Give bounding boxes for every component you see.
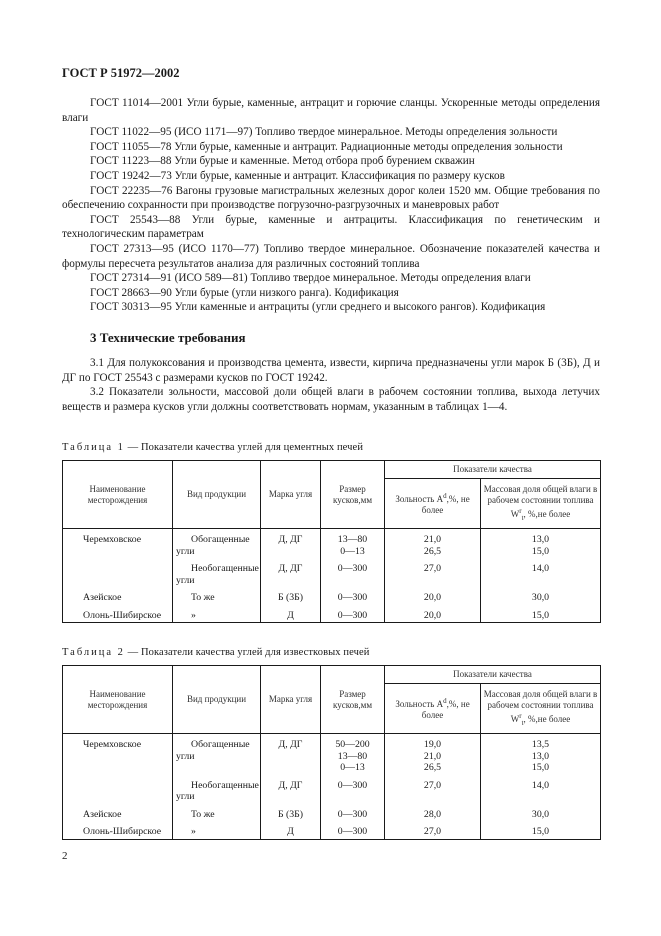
table-row: Черемховское Обогащенные угли Д, ДГ 50—200 13—80 0—13 19,0 21,0 26,5 13,5 13,0 15,0 bbox=[63, 734, 601, 780]
table-row: Необогащенные угли Д, ДГ 0—300 27,0 14,0 bbox=[63, 780, 601, 809]
paragraph-3-2: 3.2 Показатели зольности, массовой доли общей влаги в рабочем состоянии топлива, выхода летучих веществ и размера кусков угли должны соответствовать нормам, указанным в таблицах 1—4. bbox=[62, 386, 600, 413]
section-body bbox=[62, 356, 600, 414]
table-1 bbox=[62, 460, 601, 623]
header-quality: Показатели качества bbox=[385, 666, 601, 684]
reference-item: ГОСТ 30313—95 Угли каменные и антрациты (угли среднего и высокого рангов). Кодификация bbox=[90, 301, 546, 314]
reference-item: ГОСТ 22235—76 Вагоны грузовые магистральных железных дорог колеи 1520 мм. Общие требования по обеспечению сохранности при производстве погрузочно-разгрузочных и маневровых работ bbox=[62, 184, 600, 212]
header-grade: Марка угля bbox=[261, 461, 321, 529]
table-2 bbox=[62, 665, 601, 840]
table-row: Олонь-Шибирское » Д 0—300 20,0 15,0 bbox=[63, 610, 601, 623]
header-size: Размер кусков,мм bbox=[321, 461, 385, 529]
header-product: Вид продукции bbox=[173, 666, 261, 734]
reference-item: ГОСТ 28663—90 Угли бурые (угли низкого ранга). Кодификация bbox=[90, 286, 399, 299]
header-size: Размер кусков,мм bbox=[321, 666, 385, 734]
reference-item: ГОСТ 11014—2001 Угли бурые, каменные, антрацит и горючие сланцы. Ускоренные методы определения влаги bbox=[62, 97, 600, 124]
page-number: 2 bbox=[62, 850, 68, 862]
header-grade: Марка угля bbox=[261, 666, 321, 734]
header-quality: Показатели качества bbox=[385, 461, 601, 479]
page-header: ГОСТ Р 51972—2002 bbox=[62, 66, 180, 80]
reference-item: ГОСТ 11022—95 (ИСО 1171—97) Топливо твердое минеральное. Методы определения зольности bbox=[90, 126, 558, 139]
normative-references bbox=[62, 96, 600, 315]
table-row: Азейское То же Б (3Б) 0—300 20,0 30,0 bbox=[63, 592, 601, 610]
table-1-caption-label: Таблица 1 bbox=[62, 442, 125, 453]
header-deposit: Наименование месторождения bbox=[63, 461, 173, 529]
header-ash: Зольность $A^d,\%$, не более bbox=[385, 684, 481, 734]
table-row: Черемховское Обогащенные угли Д, ДГ 13—80 0—13 21,0 26,5 13,0 15,0 bbox=[63, 529, 601, 564]
header-deposit: Наименование месторождения bbox=[63, 666, 173, 734]
paragraph-3-1: 3.1 Для полукоксования и производства цемента, извести, кирпича предназначены угли марок Б (3Б), Д и ДГ по ГОСТ 25543 с размерами кусков по ГОСТ 19242. bbox=[62, 357, 600, 384]
reference-item: ГОСТ 27314—91 (ИСО 589—81) Топливо твердое минеральное. Методы определения влаги bbox=[90, 272, 531, 285]
table-2-caption-text: — Показатели качества углей для известковых печей bbox=[124, 647, 370, 658]
reference-item: ГОСТ 25543—88 Угли бурые, каменные и антрациты. Классификация по генетическим и технологическим параметрам bbox=[62, 213, 600, 241]
table-row: Олонь-Шибирское » Д 0—300 27,0 15,0 bbox=[63, 826, 601, 839]
table-2-caption bbox=[62, 647, 369, 658]
table-1-caption bbox=[62, 442, 363, 453]
table-1-caption-text: — Показатели качества углей для цементных печей bbox=[124, 442, 364, 453]
reference-item: ГОСТ 11223—88 Угли бурые и каменные. Метод отбора проб бурением скважин bbox=[90, 155, 475, 168]
reference-item: ГОСТ 11055—78 Угли бурые, каменные и антрацит. Радиационные методы определения зольности bbox=[90, 140, 563, 153]
header-moisture: Массовая доля общей влаги в рабочем состоянии топлива $W^r_t$, %,не более bbox=[481, 479, 601, 529]
header-ash: Зольность $A^d,\%$, не более bbox=[385, 479, 481, 529]
table-row: Азейское То же Б (3Б) 0—300 28,0 30,0 bbox=[63, 809, 601, 827]
header-product: Вид продукции bbox=[173, 461, 261, 529]
table-2-caption-label: Таблица 2 bbox=[62, 647, 125, 658]
section-title: 3 Технические требования bbox=[90, 330, 246, 345]
table-row: Необогащенные угли Д, ДГ 0—300 27,0 14,0 bbox=[63, 563, 601, 592]
reference-item: ГОСТ 19242—73 Угли бурые, каменные и антрацит. Классификация по размеру кусков bbox=[90, 169, 505, 182]
header-moisture: Массовая доля общей влаги в рабочем состоянии топлива $W^r_t$, %,не более bbox=[481, 684, 601, 734]
reference-item: ГОСТ 27313—95 (ИСО 1170—77) Топливо твердое минеральное. Обозначение показателей качества и формулы пересчета результатов анализа для различных состояний топлива bbox=[62, 242, 600, 270]
